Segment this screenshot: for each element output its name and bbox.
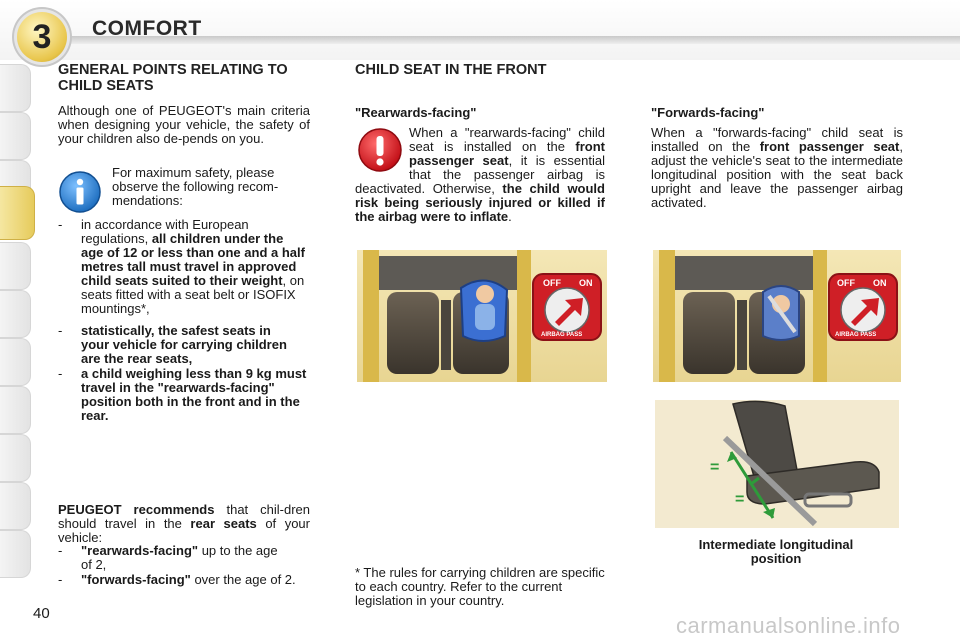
forwards-seat-illustration — [653, 250, 901, 382]
chapter-number: 3 — [32, 17, 52, 56]
info-note: For maximum safety, please observe the following recom-mendations: — [112, 165, 279, 208]
watermark: carmanualsonline.info — [676, 613, 901, 638]
chapter-tab[interactable] — [0, 530, 31, 578]
chapter-tab[interactable] — [0, 242, 31, 290]
list-item: - in accordance with European regulations, all children under the age of 12 or less than one and a half metres tall must travel in approved child seats suited to their weight, on seats fitted with a seat belt or ISOFIX mountings*, — [58, 217, 305, 316]
equal-mark: = — [710, 459, 720, 476]
chapter-tab[interactable] — [0, 338, 31, 386]
airbag-on-label: ON — [579, 278, 593, 288]
list-item: - "rearwards-facing" up to the age of 2, — [58, 543, 278, 572]
rearwards-seat-illustration — [357, 250, 607, 382]
airbag-off-label: OFF — [837, 278, 855, 288]
airbag-off-label: OFF — [543, 278, 561, 288]
chapter-tab[interactable] — [0, 482, 31, 530]
seat-position-illustration — [655, 400, 899, 528]
list-item: - "forwards-facing" over the age of 2. — [58, 572, 296, 587]
intro-paragraph: Although one of PEUGEOT's main criteria when designing your vehicle, the safety of your children also de-pends on you. — [58, 103, 310, 146]
list-item: - a child weighing less than 9 kg must travel in the "rearwards-facing" position both in the front and in the rear. — [58, 366, 307, 423]
seat-position-caption: Intermediate longitudinal position — [698, 537, 854, 566]
left-heading: GENERAL POINTS RELATING TO CHILD SEATS — [58, 62, 288, 94]
chapter-tab[interactable] — [0, 112, 31, 160]
forwards-subheading: "Forwards-facing" — [651, 105, 765, 120]
chapter-tab[interactable] — [0, 64, 31, 112]
footnote: * The rules for carrying children are specific to each country. Refer to the current legislation in your country. — [355, 565, 605, 608]
chapter-tab[interactable] — [0, 386, 31, 434]
page-number: 40 — [33, 605, 50, 622]
list-item: - statistically, the safest seats in your vehicle for carrying children are the rear seats, — [58, 323, 287, 366]
equal-mark: = — [735, 491, 745, 508]
rearwards-subheading: "Rearwards-facing" — [355, 105, 477, 120]
chapter-badge — [17, 12, 67, 62]
chapter-tab[interactable] — [0, 290, 31, 338]
airbag-on-label: ON — [873, 278, 887, 288]
middle-heading: CHILD SEAT IN THE FRONT — [355, 62, 547, 78]
airbag-pass-label: AIRBAG PASS — [835, 332, 877, 338]
forwards-paragraph: When a "forwards-facing" child seat is installed on the front passenger seat, adjust the vehicle's seat to the intermediate longitudinal position with the seat back upright and leave the passenger airbag activated. — [651, 125, 903, 210]
recommend-paragraph: PEUGEOT recommends that chil-dren should travel in the rear seats of your vehicle: — [58, 502, 310, 545]
chapter-title: COMFORT — [92, 17, 202, 40]
chapter-tabs — [0, 64, 32, 584]
airbag-pass-label: AIRBAG PASS — [541, 332, 583, 338]
chapter-tab[interactable] — [0, 434, 31, 482]
rearwards-warning: When a "rearwards-facing" child seat is installed on the front passenger seat, it is essential that the passenger airbag is deactivated. Otherwise, the child would risk being seriously injured or killed if the airbag were to inflate. — [355, 125, 605, 224]
chapter-tab-active[interactable] — [0, 186, 35, 240]
info-icon — [58, 170, 102, 214]
